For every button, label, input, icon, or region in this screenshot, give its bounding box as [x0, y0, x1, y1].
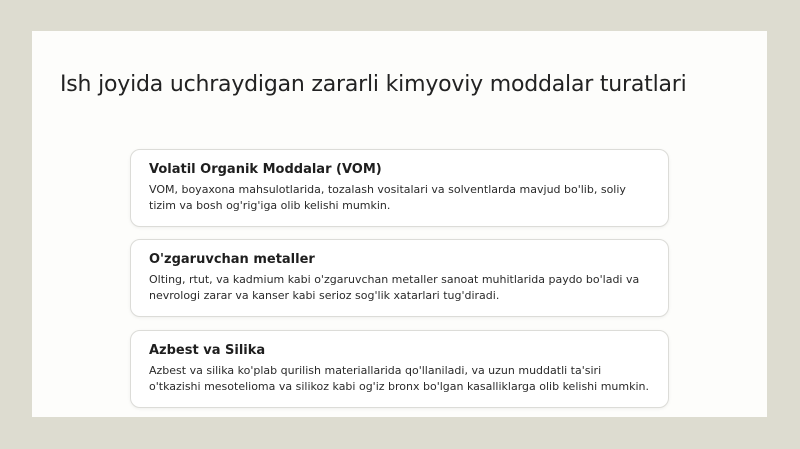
- slide: [32, 31, 767, 417]
- card-title: Volatil Organik Moddalar (VOM): [149, 162, 382, 177]
- card-text: Azbest va silika ko'plab qurilish materiallarida qo'llaniladi, va uzun muddatli ta'siri o'tkazishi mesotelioma va silikoz kabi og'iz bronx bo'lgan kasalliklarga olib kelishi mumkin.: [149, 364, 649, 393]
- card-heavy-metals: [130, 239, 669, 317]
- card-text: Olting, rtut, va kadmium kabi o'zgaruvchan metaller sanoat muhitlarida paydo bo'ladi va nevrologi zarar va kanser kabi serioz sog'lik xatarlari tug'diradi.: [149, 273, 640, 302]
- card-title: Azbest va Silika: [149, 343, 266, 358]
- slide-title: Ish joyida uchraydigan zararli kimyoviy moddalar turatlari: [60, 72, 687, 97]
- card-asbestos-silica: [130, 330, 669, 408]
- card-volatile-organic: [130, 149, 669, 227]
- card-text: VOM, boyaxona mahsulotlarida, tozalash vositalari va solventlarda mavjud bo'lib, soliy tizim va bosh og'rig'iga olib kelishi mumkin.: [149, 183, 626, 212]
- card-title: O'zgaruvchan metaller: [149, 252, 315, 267]
